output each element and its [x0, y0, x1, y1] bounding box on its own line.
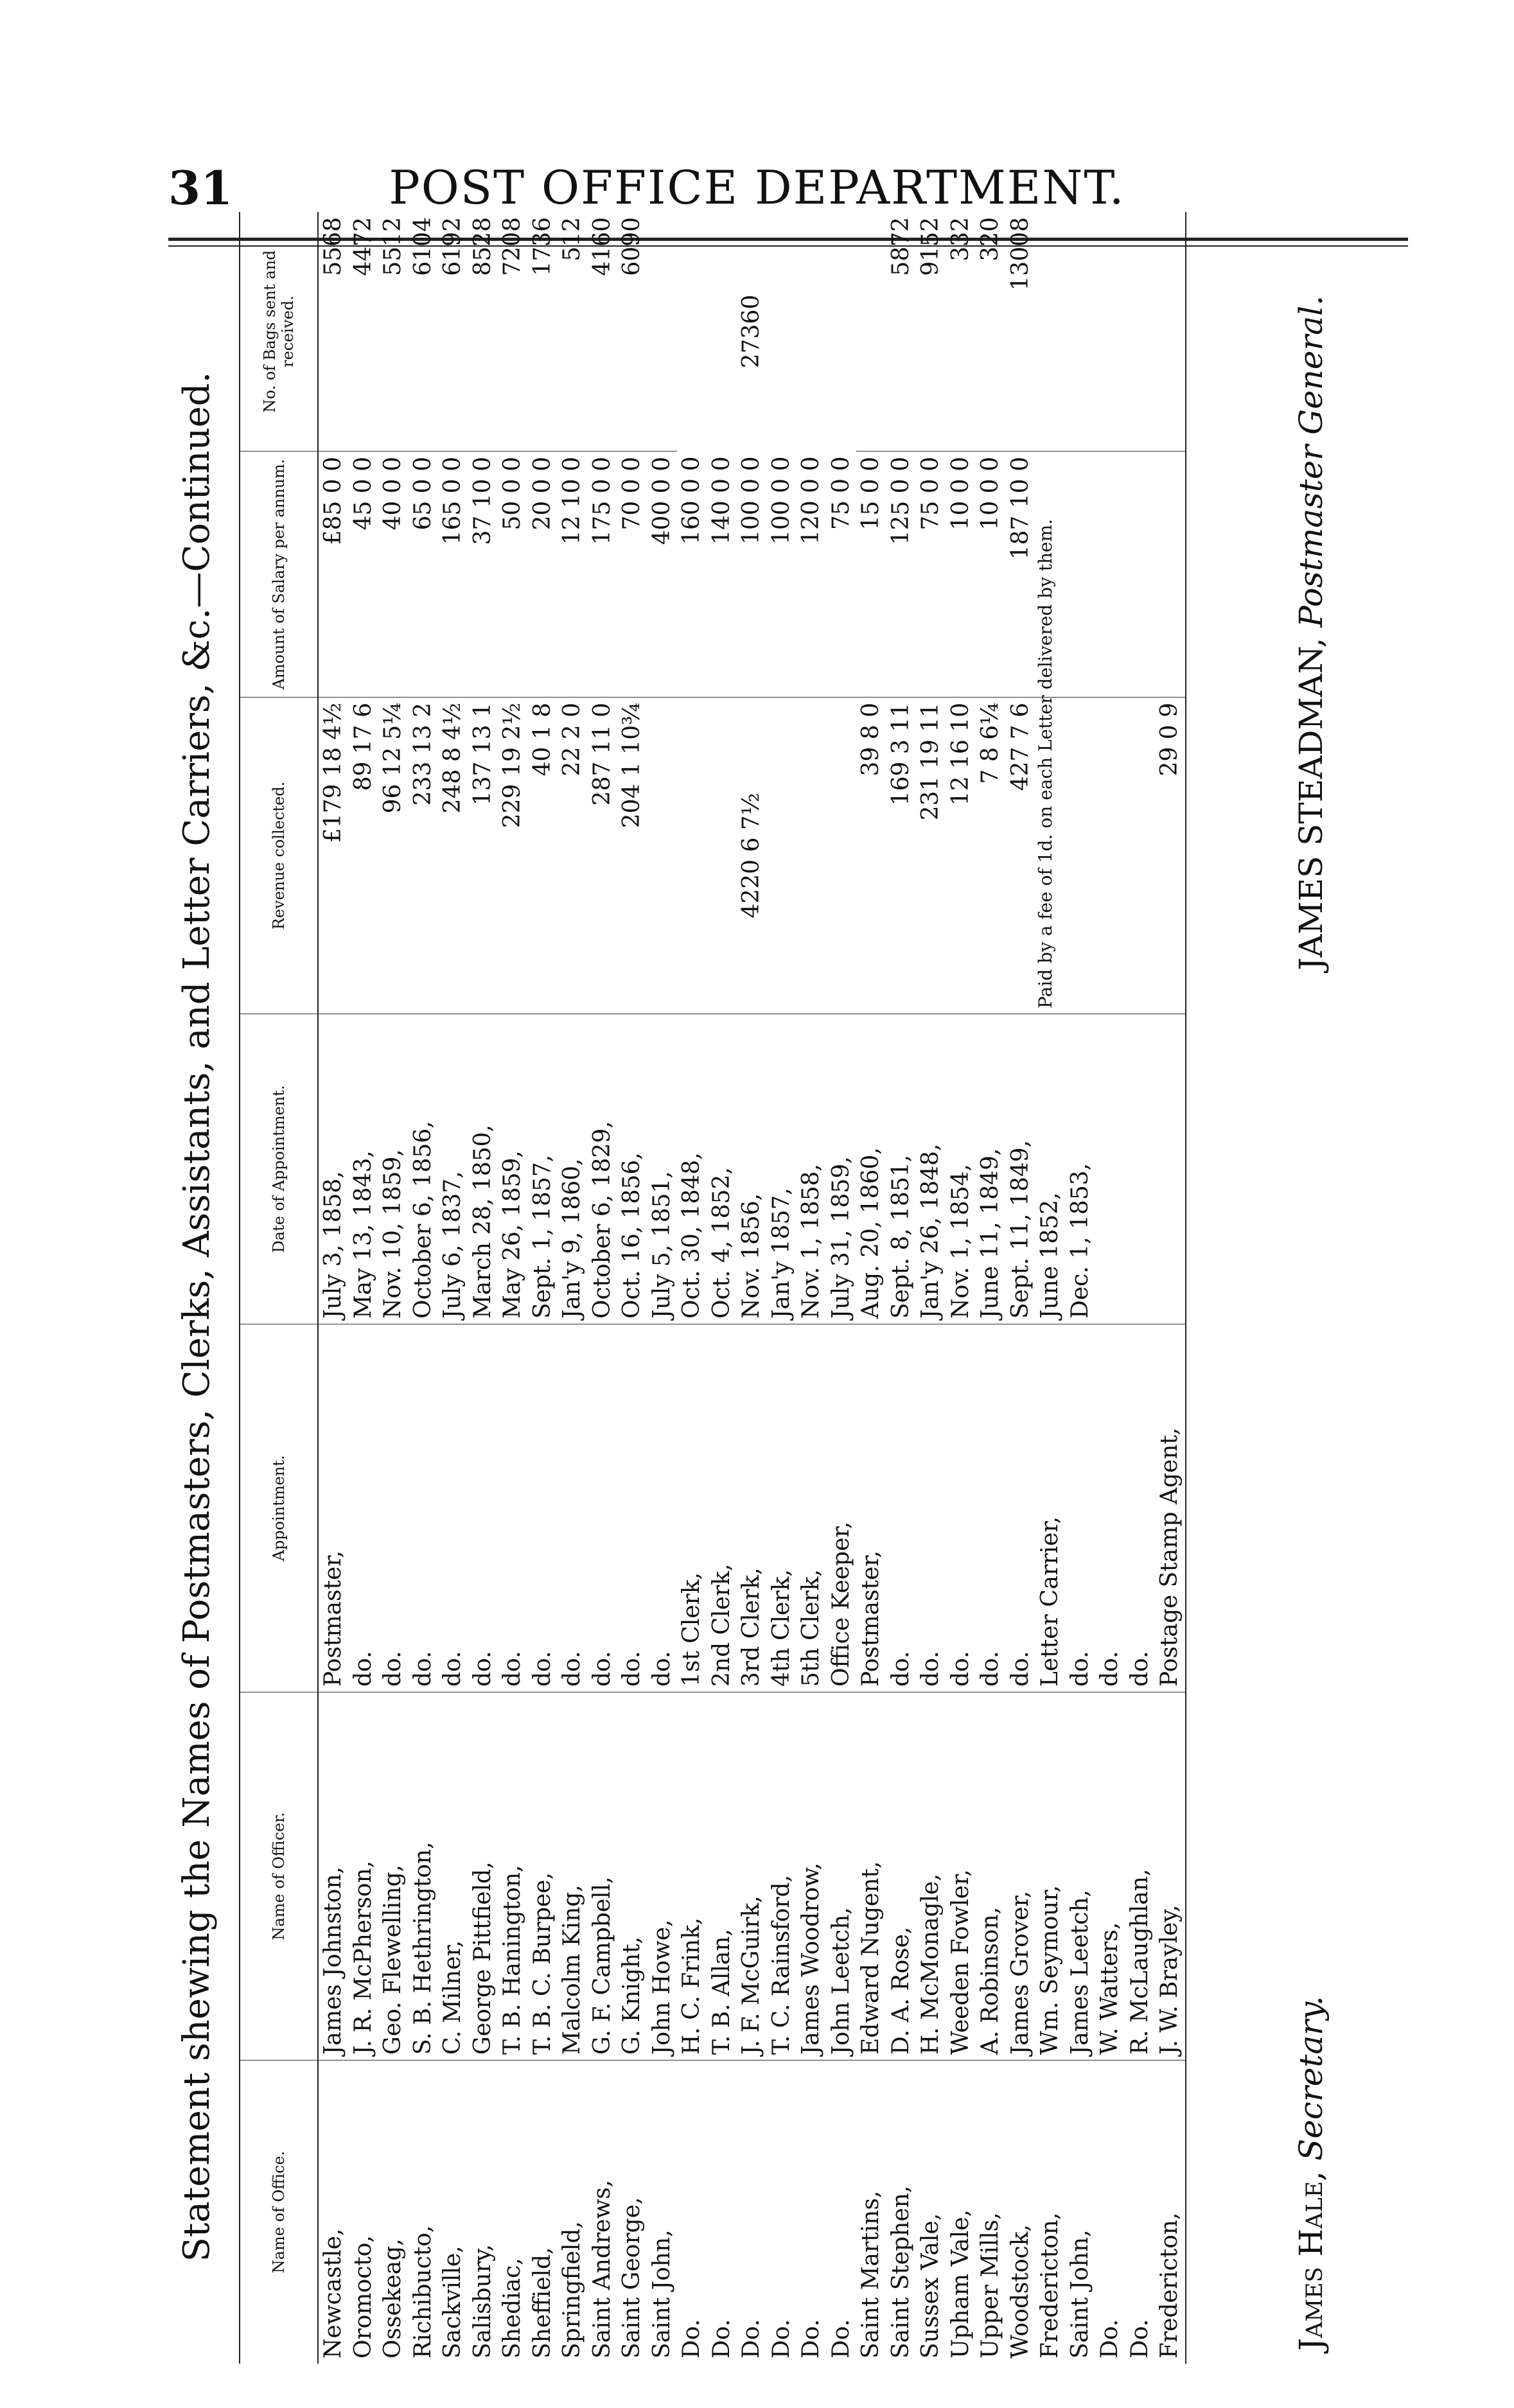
- cell-officer: Malcolm King,: [558, 1692, 588, 2061]
- table-row: [349, 212, 379, 2364]
- cell-officer: R. McLaughlan,: [1125, 1692, 1156, 2061]
- cell-revenue: 287 11 0: [588, 698, 618, 1014]
- table-title: Statement shewing the Names of Postmasters, Clerks, Assistants, and Letter Carriers, &c.—Continued.: [176, 371, 218, 2262]
- cell-officer: James Grover,: [1006, 1692, 1036, 2061]
- cell-date: July 5, 1851,: [647, 1014, 678, 1324]
- table-row: [438, 212, 468, 2364]
- cell-office: Do.: [707, 2061, 737, 2364]
- cell-appointment: 5th Clerk,: [797, 1324, 827, 1692]
- page-number: 31: [168, 161, 233, 215]
- table-row: [409, 212, 439, 2364]
- cell-officer: John Howe,: [647, 1692, 678, 2061]
- cell-salary: 37 10 0: [468, 452, 498, 698]
- cell-officer: J. F. McGuirk,: [737, 1692, 767, 2061]
- cell-date: Nov. 10, 1859,: [378, 1014, 409, 1324]
- table-row: [827, 212, 857, 2364]
- cell-date: Sept. 1, 1857,: [528, 1014, 558, 1324]
- table-row: [378, 212, 409, 2364]
- cell-officer: J. R. McPherson,: [349, 1692, 379, 2061]
- cell-date: Oct. 16, 1856,: [617, 1014, 647, 1324]
- cell-bags-saint-john-group: 27360: [738, 294, 764, 369]
- col-header-date: Date of Appointment.: [240, 1014, 318, 1324]
- cell-officer: D. A. Rose,: [886, 1692, 917, 2061]
- cell-salary: 10 0 0: [946, 452, 976, 698]
- cell-salary: 20 0 0: [528, 452, 558, 698]
- table-row: [617, 212, 647, 2364]
- cell-date: May 13, 1843,: [349, 1014, 379, 1324]
- cell-officer: John Leetch,: [827, 1692, 857, 2061]
- cell-appointment: do.: [588, 1324, 618, 1692]
- table-row: [647, 212, 678, 2364]
- cell-appointment: do.: [468, 1324, 498, 1692]
- cell-office: Saint George,: [617, 2061, 647, 2364]
- cell-bags: [1066, 212, 1096, 452]
- cell-officer: C. Milner,: [438, 1692, 468, 2061]
- cell-officer: W. Watters,: [1095, 1692, 1125, 2061]
- cell-bags: 7208: [499, 217, 525, 276]
- table-row: [856, 212, 886, 2364]
- cell-salary: 45 0 0: [349, 452, 379, 698]
- cell-appointment: do.: [378, 1324, 409, 1692]
- cell-officer: George Pittfield,: [468, 1692, 498, 2061]
- cell-bags: 13008: [1007, 217, 1034, 291]
- table-row: [946, 212, 976, 2364]
- cell-date: [1095, 1014, 1125, 1324]
- cell-office: Ossekeag,: [378, 2061, 409, 2364]
- cell-date: Nov. 1856,: [737, 1014, 767, 1324]
- cell-date: Oct. 30, 1848,: [677, 1014, 707, 1324]
- cell-office: Newcastle,: [318, 2061, 349, 2364]
- cell-office: Springfield,: [558, 2061, 588, 2364]
- cell-date: Oct. 4, 1852,: [707, 1014, 737, 1324]
- cell-office: Richibucto,: [409, 2061, 439, 2364]
- running-head: POST OFFICE DEPARTMENT.: [389, 161, 1125, 215]
- table-row: [468, 212, 498, 2364]
- cell-revenue: 96 12 5¼: [378, 698, 409, 1014]
- cell-date: June 11, 1849,: [976, 1014, 1006, 1324]
- cell-date: Jan'y 9, 1860,: [558, 1014, 588, 1324]
- cell-office: Upper Mills,: [976, 2061, 1006, 2364]
- cell-office: Saint Stephen,: [886, 2061, 917, 2364]
- secretary-title: Secretary.: [1292, 1996, 1330, 2161]
- table-row: [886, 212, 917, 2364]
- col-header-revenue: Revenue collected.: [240, 698, 318, 1014]
- cell-salary: 100 0 0: [738, 456, 764, 545]
- cell-revenue: 248 8 4½: [438, 698, 468, 1014]
- cell-date: July 3, 1858,: [318, 1014, 349, 1324]
- cell-revenue: 169 3 11: [886, 698, 917, 1014]
- cell-appointment: do.: [976, 1324, 1006, 1692]
- cell-officer: James Woodrow,: [797, 1692, 827, 2061]
- cell-office: Upham Vale,: [946, 2061, 976, 2364]
- cell-officer: T. B. Allan,: [707, 1692, 737, 2061]
- cell-salary: £85 0 0: [318, 452, 349, 698]
- cell-office: Saint John,: [1066, 2061, 1096, 2364]
- cell-revenue-saint-john-group: 4220 6 7½: [647, 698, 857, 1014]
- table-row: [498, 212, 528, 2364]
- cell-office: Do.: [767, 2061, 797, 2364]
- cell-bags: 9152: [917, 217, 944, 276]
- cell-bags: 4472: [349, 217, 376, 276]
- cell-bags: 5568: [320, 217, 346, 276]
- cell-date: Sept. 8, 1851,: [886, 1014, 917, 1324]
- cell-appointment: Letter Carrier,: [1035, 1324, 1066, 1692]
- cell-salary: 140 0 0: [708, 456, 735, 545]
- cell-date: Aug. 20, 1860,: [856, 1014, 886, 1324]
- pmg-name: JAMES STEADMAN,: [1292, 637, 1330, 971]
- cell-bags: [1125, 212, 1156, 452]
- cell-salary: 75 0 0: [916, 452, 946, 698]
- cell-revenue: 233 13 2: [409, 698, 439, 1014]
- cell-salary: [1066, 452, 1096, 698]
- cell-bags: 332: [947, 217, 974, 261]
- cell-salary: 50 0 0: [498, 452, 528, 698]
- table-row: [528, 212, 558, 2364]
- cell-officer: H. C. Frink,: [677, 1692, 707, 2061]
- cell-bags: [856, 212, 886, 452]
- cell-revenue: 29 0 9: [1155, 698, 1186, 1014]
- cell-office: Fredericton,: [1035, 2061, 1066, 2364]
- table-body: [318, 212, 1186, 2364]
- cell-office: Do.: [737, 2061, 767, 2364]
- table-row: [318, 212, 349, 2364]
- cell-office: Do.: [827, 2061, 857, 2364]
- cell-revenue: 22 2 0: [558, 698, 588, 1014]
- cell-office: Salisbury,: [468, 2061, 498, 2364]
- table-row: [1125, 212, 1156, 2364]
- cell-appointment: do.: [946, 1324, 976, 1692]
- cell-officer: G. F. Campbell,: [588, 1692, 618, 2061]
- cell-date: October 6, 1829,: [588, 1014, 618, 1324]
- cell-office: Woodstock,: [1006, 2061, 1036, 2364]
- cell-appointment: do.: [916, 1324, 946, 1692]
- cell-date: Nov. 1, 1854,: [946, 1014, 976, 1324]
- cell-officer: T. B. Hanington,: [498, 1692, 528, 2061]
- cell-salary: 187 10 0: [1006, 452, 1036, 698]
- cell-salary: 70 0 0: [617, 452, 647, 698]
- cell-salary: [1155, 452, 1186, 698]
- cell-appointment: Postage Stamp Agent,: [1155, 1324, 1186, 1692]
- cell-office: Sussex Vale,: [916, 2061, 946, 2364]
- cell-date: Nov. 1, 1858,: [797, 1014, 827, 1324]
- cell-bags: [1155, 212, 1186, 452]
- col-header-office: Name of Office.: [240, 2061, 318, 2364]
- cell-appointment: Postmaster,: [856, 1324, 886, 1692]
- cell-salary: 40 0 0: [378, 452, 409, 698]
- secretary-name: James Hale,: [1292, 2170, 1330, 2351]
- table-row: [677, 212, 707, 2364]
- cell-office: Fredericton,: [1155, 2061, 1186, 2364]
- cell-appointment: do.: [1095, 1324, 1125, 1692]
- cell-appointment: do.: [1006, 1324, 1036, 1692]
- cell-bags: [1035, 212, 1066, 452]
- cell-date: Sept. 11, 1849,: [1006, 1014, 1036, 1324]
- cell-bags: 5872: [887, 217, 914, 276]
- cell-office: Saint John,: [647, 2061, 678, 2364]
- cell-appointment: do.: [528, 1324, 558, 1692]
- cell-revenue: 39 8 0: [856, 698, 886, 1014]
- cell-bags: [1095, 212, 1125, 452]
- cell-officer: G. Knight,: [617, 1692, 647, 2061]
- cell-officer: A. Robinson,: [976, 1692, 1006, 2061]
- cell-letter-carrier-note: Paid by a fee of 1d. on each Letter delivered by them.: [1035, 698, 1155, 1014]
- cell-appointment: do.: [349, 1324, 379, 1692]
- rotated-table-block: [168, 217, 1408, 2364]
- cell-salary: 10 0 0: [976, 452, 1006, 698]
- cell-date: Jan'y 26, 1848,: [916, 1014, 946, 1324]
- cell-bags: 320: [977, 217, 1003, 261]
- cell-bags: 6192: [439, 217, 466, 276]
- cell-appointment: do.: [438, 1324, 468, 1692]
- cell-office: Saint Martins,: [856, 2061, 886, 2364]
- cell-revenue: 229 19 2½: [498, 698, 528, 1014]
- col-header-officer: Name of Officer.: [240, 1692, 318, 2061]
- cell-date: July 6, 1837,: [438, 1014, 468, 1324]
- cell-date: [1125, 1014, 1156, 1324]
- cell-revenue: 40 1 8: [528, 698, 558, 1014]
- cell-office: Oromocto,: [349, 2061, 379, 2364]
- cell-salary: 160 0 0: [678, 456, 705, 545]
- cell-appointment: 1st Clerk,: [677, 1324, 707, 1692]
- cell-appointment: Postmaster,: [318, 1324, 349, 1692]
- cell-revenue: 427 7 6: [1006, 698, 1036, 1014]
- postmaster-general-signature: [1292, 295, 1330, 971]
- table-row: [707, 212, 737, 2364]
- cell-appointment: do.: [498, 1324, 528, 1692]
- cell-officer: Geo. Flewelling,: [378, 1692, 409, 2061]
- cell-office: Shediac,: [498, 2061, 528, 2364]
- cell-revenue: 12 16 10: [946, 698, 976, 1014]
- cell-revenue: 89 17 6: [349, 698, 379, 1014]
- cell-bags: 512: [559, 217, 585, 261]
- officers-table: [239, 212, 1186, 2364]
- table-row: [1066, 212, 1096, 2364]
- cell-office: Do.: [797, 2061, 827, 2364]
- cell-salary: [1125, 452, 1156, 698]
- cell-date: July 31, 1859,: [827, 1014, 857, 1324]
- cell-office: Saint Andrews,: [588, 2061, 618, 2364]
- table-row: [797, 212, 827, 2364]
- cell-appointment: do.: [886, 1324, 917, 1692]
- cell-revenue: 204 1 10¾: [617, 698, 647, 1014]
- col-header-bags: No. of Bags sent and received.: [240, 212, 318, 452]
- table-row: [767, 212, 797, 2364]
- table-row: [916, 212, 946, 2364]
- cell-appointment: do.: [647, 1324, 678, 1692]
- pmg-title: Postmaster General.: [1292, 295, 1330, 628]
- cell-appointment: 3rd Clerk,: [737, 1324, 767, 1692]
- cell-date: March 28, 1850,: [468, 1014, 498, 1324]
- table-row: [976, 212, 1006, 2364]
- cell-officer: S. B. Hethrington,: [409, 1692, 439, 2061]
- cell-officer: T. B. C. Burpee,: [528, 1692, 558, 2061]
- cell-date: May 26, 1859,: [498, 1014, 528, 1324]
- table-row: [558, 212, 588, 2364]
- cell-salary: 65 0 0: [409, 452, 439, 698]
- cell-date: June 1852,: [1035, 1014, 1066, 1324]
- cell-revenue: £179 18 4½: [318, 698, 349, 1014]
- cell-salary: 165 0 0: [438, 452, 468, 698]
- cell-officer: James Johnston,: [318, 1692, 349, 2061]
- cell-officer: Wm. Seymour,: [1035, 1692, 1066, 2061]
- table-row: [1095, 212, 1125, 2364]
- cell-appointment: do.: [409, 1324, 439, 1692]
- cell-salary: 12 10 0: [558, 452, 588, 698]
- cell-officer: Edward Nugent,: [856, 1692, 886, 2061]
- cell-office: Do.: [1125, 2061, 1156, 2364]
- cell-officer: James Leetch,: [1066, 1692, 1096, 2061]
- cell-bags: 4160: [588, 217, 615, 276]
- table-row: [737, 212, 767, 2364]
- col-header-appointment: Appointment.: [240, 1324, 318, 1692]
- cell-salary: [1095, 452, 1125, 698]
- table-row: [588, 212, 618, 2364]
- cell-office: Do.: [677, 2061, 707, 2364]
- cell-appointment: Office Keeper,: [827, 1324, 857, 1692]
- table-row: [1035, 212, 1066, 2364]
- cell-salary: 125 0 0: [886, 452, 917, 698]
- cell-salary: 75 0 0: [827, 456, 854, 531]
- cell-salary: 175 0 0: [588, 452, 618, 698]
- cell-revenue: 7 8 6¼: [976, 698, 1006, 1014]
- cell-salary: 400 0 0: [647, 452, 678, 698]
- cell-salary: 120 0 0: [798, 456, 824, 545]
- cell-office: Do.: [1095, 2061, 1125, 2364]
- cell-revenue: 231 19 11: [916, 698, 946, 1014]
- secretary-signature: [1292, 1996, 1330, 2351]
- cell-date: [1155, 1014, 1186, 1324]
- table-row: [1155, 212, 1186, 2364]
- cell-appointment: do.: [558, 1324, 588, 1692]
- cell-bags: 6090: [619, 217, 645, 276]
- cell-appointment: 2nd Clerk,: [707, 1324, 737, 1692]
- cell-officer: J. W. Brayley,: [1155, 1692, 1186, 2061]
- cell-date: October 6, 1856,: [409, 1014, 439, 1324]
- table-row: [1006, 212, 1036, 2364]
- cell-date: Jan'y 1857,: [767, 1014, 797, 1324]
- cell-appointment: 4th Clerk,: [767, 1324, 797, 1692]
- cell-bags: 6104: [409, 217, 436, 276]
- cell-revenue: 137 13 1: [468, 698, 498, 1014]
- cell-bags: 1736: [529, 217, 556, 276]
- cell-officer: Weeden Fowler,: [946, 1692, 976, 2061]
- cell-date: Dec. 1, 1853,: [1066, 1014, 1096, 1324]
- cell-officer: T. C. Rainsford,: [767, 1692, 797, 2061]
- table-header-row: [240, 212, 318, 2364]
- col-header-salary: Amount of Salary per annum.: [240, 452, 318, 698]
- cell-office: Sheffield,: [528, 2061, 558, 2364]
- cell-office: Sackville,: [438, 2061, 468, 2364]
- cell-bags: 8528: [469, 217, 496, 276]
- cell-appointment: do.: [617, 1324, 647, 1692]
- cell-appointment: do.: [1066, 1324, 1096, 1692]
- cell-salary: 15 0 0: [856, 452, 886, 698]
- cell-salary: 100 0 0: [768, 456, 795, 545]
- cell-officer: H. McMonagle,: [916, 1692, 946, 2061]
- cell-appointment: do.: [1125, 1324, 1156, 1692]
- cell-bags: 5512: [380, 217, 406, 276]
